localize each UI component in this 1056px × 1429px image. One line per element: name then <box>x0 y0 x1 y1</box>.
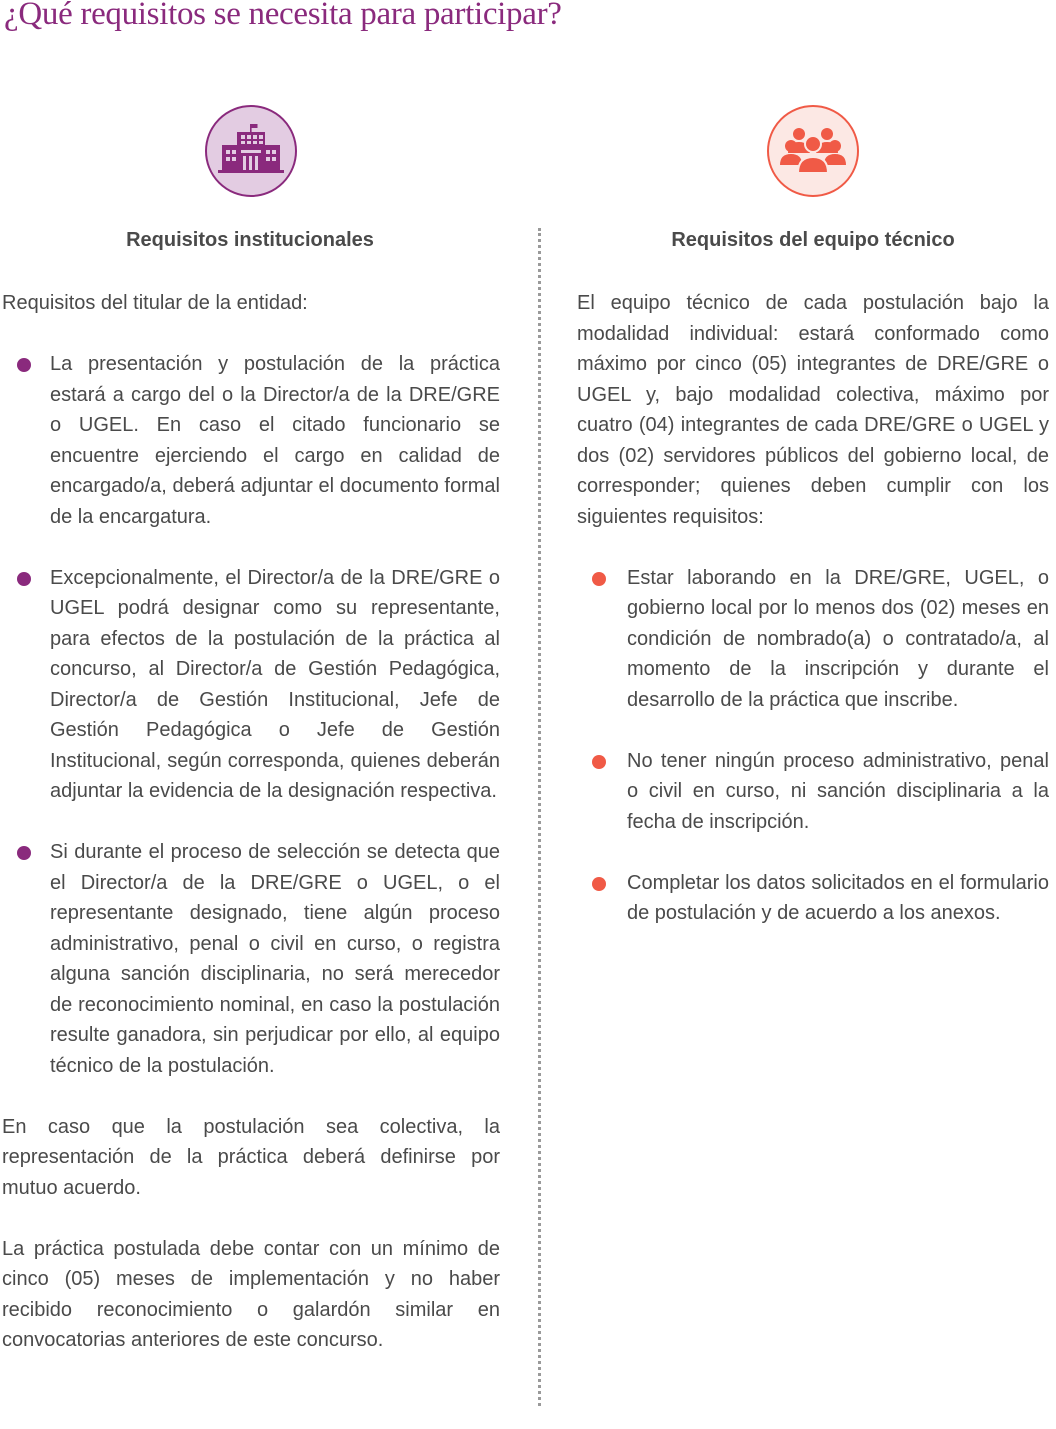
list-item-text: Excepcionalmente, el Director/a de la DRE/GRE o UGEL podrá designar como su representante, para efectos de la postulación de la práctica al concurso, al Director/a de Gestión Pedagógica, Director/a de Gestión Institucional, Jefe de Gestión Pedagógica o Jefe de Gestión Institucional, según corresponda, quienes deberán adjuntar la evidencia de la designación respectiva. <box>50 566 500 802</box>
list-item <box>577 868 1049 929</box>
list-item-text: Estar laborando en la DRE/GRE, UGEL, o gobierno local por lo menos dos (02) meses en condición de nombrado(a) o contratado/a, al momento de la inscripción y durante el desarrollo de la práctica que inscribe. <box>627 566 1049 711</box>
collective-note: En caso que la postulación sea colectiva, la representación de la práctica deberá definirse por mutuo acuerdo. <box>2 1115 500 1199</box>
bullet-dot <box>17 358 31 372</box>
list-item-text: No tener ningún proceso administrativo, penal o civil en curso, ni sanción disciplinaria a la fecha de inscripción. <box>627 749 1049 833</box>
list-item <box>2 349 500 532</box>
bullet-dot <box>17 846 31 860</box>
institutional-column <box>2 288 500 1356</box>
list-item <box>577 746 1049 838</box>
bullet-dot <box>592 572 606 586</box>
page-title: ¿Qué requisitos se necesita para participar? <box>4 0 562 32</box>
institutional-intro: Requisitos del titular de la entidad: <box>2 292 308 314</box>
list-item-text: Completar los datos solicitados en el formulario de postulación y de acuerdo a los anexos. <box>627 871 1049 924</box>
school-building-icon <box>205 105 297 197</box>
team-heading: Requisitos del equipo técnico <box>671 229 955 251</box>
list-item-text: Si durante el proceso de selección se detecta que el Director/a de la DRE/GRE o UGEL, o el representante designado, tiene algún proceso administrativo, penal o civil en curso, o registra alguna sanción disciplinaria, no será merecedor de reconocimiento nominal, en caso la postulación resulte ganadora, sin perjudicar por ello, al equipo técnico de la postulación. <box>50 841 500 1077</box>
list-item <box>2 563 500 807</box>
list-item <box>2 837 500 1081</box>
bullet-dot <box>592 755 606 769</box>
bullet-dot <box>17 572 31 586</box>
team-column <box>577 288 1049 959</box>
column-divider <box>538 228 541 1406</box>
institutional-requirements-list <box>2 349 500 1081</box>
list-item-text: La presentación y postulación de la práctica estará a cargo del o la Director/a de la DRE/GRE o UGEL. En caso el citado funcionario se encuentre ejerciendo el cargo en calidad de encargado/a, deberá adjuntar el documento formal de la encargatura. <box>50 353 500 528</box>
implementation-note: La práctica postulada debe contar con un mínimo de cinco (05) meses de implementación y no haber recibido reconocimiento o galardón similar en convocatorias anteriores de este concurso. <box>2 1237 500 1351</box>
bullet-dot <box>592 877 606 891</box>
list-item <box>577 563 1049 716</box>
people-group-icon <box>767 105 859 197</box>
team-requirements-list <box>577 563 1049 929</box>
team-intro: El equipo técnico de cada postulación bajo la modalidad individual: estará conformado como máximo por cinco (05) integrantes de DRE/GRE o UGEL y, bajo modalidad colectiva, máximo por cuatro (04) integrantes de cada DRE/GRE o UGEL y dos (02) servidores públicos del gobierno local, de corresponder; quienes deben cumplir con los siguientes requisitos: <box>577 292 1049 528</box>
institutional-heading: Requisitos institucionales <box>126 229 374 251</box>
